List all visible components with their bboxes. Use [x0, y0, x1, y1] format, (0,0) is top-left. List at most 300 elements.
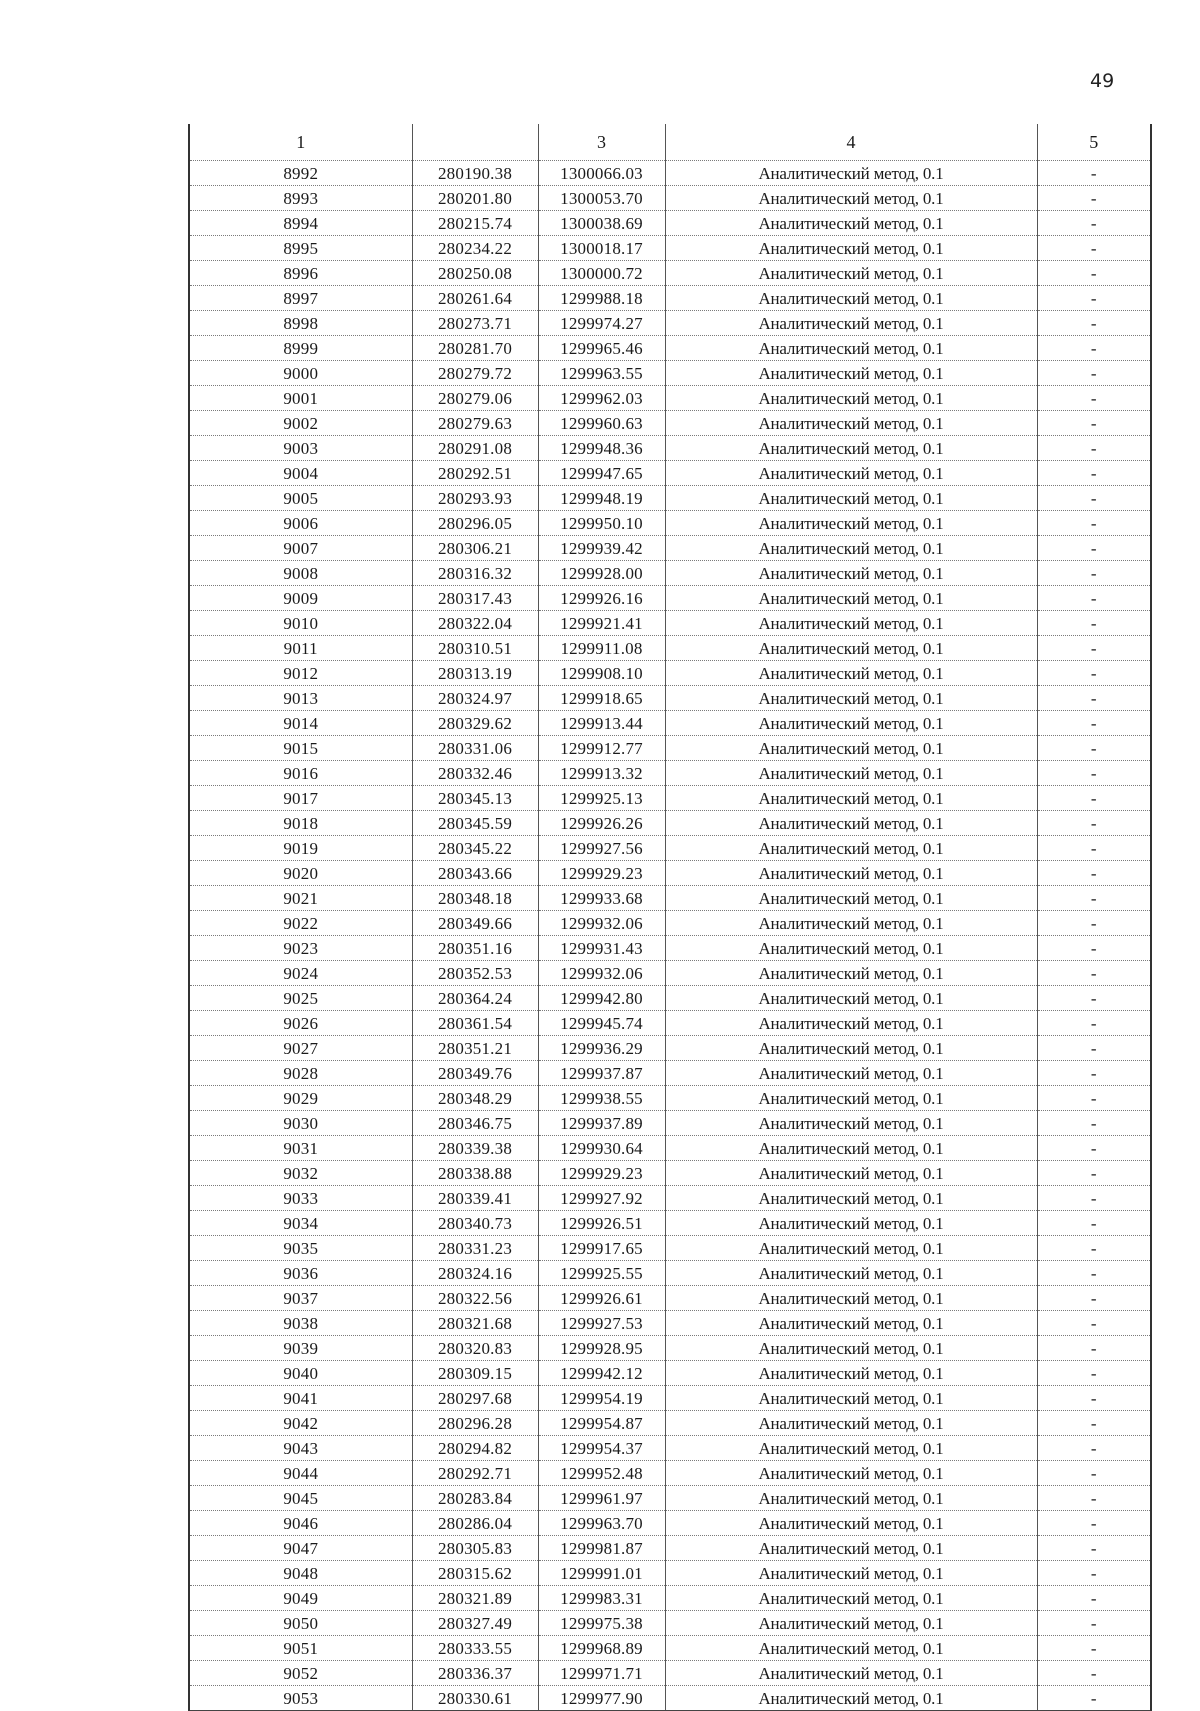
x-coordinate-cell: 280281.70 [412, 336, 538, 361]
y-coordinate-cell: 1299937.89 [538, 1111, 665, 1136]
point-number-cell: 8999 [190, 336, 412, 361]
point-number-cell: 9047 [190, 1536, 412, 1561]
header-col-2 [412, 124, 538, 161]
method-cell: Аналитический метод, 0.1 [665, 611, 1037, 636]
y-coordinate-cell: 1300053.70 [538, 186, 665, 211]
y-coordinate-cell: 1299983.31 [538, 1586, 665, 1611]
table-row [190, 586, 1150, 611]
note-cell: - [1037, 661, 1150, 686]
method-cell: Аналитический метод, 0.1 [665, 536, 1037, 561]
x-coordinate-cell: 280361.54 [412, 1011, 538, 1036]
method-cell: Аналитический метод, 0.1 [665, 286, 1037, 311]
method-cell: Аналитический метод, 0.1 [665, 986, 1037, 1011]
point-number-cell: 9033 [190, 1186, 412, 1211]
note-cell: - [1037, 836, 1150, 861]
x-coordinate-cell: 280315.62 [412, 1561, 538, 1586]
note-cell: - [1037, 536, 1150, 561]
y-coordinate-cell: 1299918.65 [538, 686, 665, 711]
point-number-cell: 9029 [190, 1086, 412, 1111]
table-row [190, 811, 1150, 836]
table-row [190, 1311, 1150, 1336]
table-row [190, 1486, 1150, 1511]
x-coordinate-cell: 280322.04 [412, 611, 538, 636]
header-col-5: 5 [1037, 124, 1150, 161]
point-number-cell: 9024 [190, 961, 412, 986]
point-number-cell: 9051 [190, 1636, 412, 1661]
y-coordinate-cell: 1299991.01 [538, 1561, 665, 1586]
note-cell: - [1037, 1261, 1150, 1286]
y-coordinate-cell: 1299981.87 [538, 1536, 665, 1561]
method-cell: Аналитический метод, 0.1 [665, 1461, 1037, 1486]
table-row [190, 1536, 1150, 1561]
point-number-cell: 9040 [190, 1361, 412, 1386]
table-row [190, 211, 1150, 236]
x-coordinate-cell: 280336.37 [412, 1661, 538, 1686]
x-coordinate-cell: 280261.64 [412, 286, 538, 311]
table-row [190, 961, 1150, 986]
x-coordinate-cell: 280345.59 [412, 811, 538, 836]
note-cell: - [1037, 761, 1150, 786]
note-cell: - [1037, 1011, 1150, 1036]
note-cell: - [1037, 1486, 1150, 1511]
x-coordinate-cell: 280296.05 [412, 511, 538, 536]
note-cell: - [1037, 1661, 1150, 1686]
y-coordinate-cell: 1299936.29 [538, 1036, 665, 1061]
x-coordinate-cell: 280343.66 [412, 861, 538, 886]
y-coordinate-cell: 1299928.95 [538, 1336, 665, 1361]
y-coordinate-cell: 1299932.06 [538, 961, 665, 986]
point-number-cell: 9031 [190, 1136, 412, 1161]
point-number-cell: 9036 [190, 1261, 412, 1286]
note-cell: - [1037, 186, 1150, 211]
x-coordinate-cell: 280324.97 [412, 686, 538, 711]
x-coordinate-cell: 280329.62 [412, 711, 538, 736]
method-cell: Аналитический метод, 0.1 [665, 1161, 1037, 1186]
y-coordinate-cell: 1299968.89 [538, 1636, 665, 1661]
y-coordinate-cell: 1299947.65 [538, 461, 665, 486]
point-number-cell: 8996 [190, 261, 412, 286]
point-number-cell: 8993 [190, 186, 412, 211]
method-cell: Аналитический метод, 0.1 [665, 761, 1037, 786]
x-coordinate-cell: 280333.55 [412, 1636, 538, 1661]
method-cell: Аналитический метод, 0.1 [665, 1486, 1037, 1511]
x-coordinate-cell: 280320.83 [412, 1336, 538, 1361]
table-row [190, 1011, 1150, 1036]
note-cell: - [1037, 1636, 1150, 1661]
table-row [190, 936, 1150, 961]
note-cell: - [1037, 1336, 1150, 1361]
point-number-cell: 9042 [190, 1411, 412, 1436]
method-cell: Аналитический метод, 0.1 [665, 1061, 1037, 1086]
table-row [190, 1286, 1150, 1311]
point-number-cell: 9007 [190, 536, 412, 561]
y-coordinate-cell: 1299931.43 [538, 936, 665, 961]
x-coordinate-cell: 280297.68 [412, 1386, 538, 1411]
x-coordinate-cell: 280322.56 [412, 1286, 538, 1311]
x-coordinate-cell: 280305.83 [412, 1536, 538, 1561]
method-cell: Аналитический метод, 0.1 [665, 1386, 1037, 1411]
point-number-cell: 9048 [190, 1561, 412, 1586]
y-coordinate-cell: 1299954.37 [538, 1436, 665, 1461]
table-body [190, 161, 1150, 1711]
x-coordinate-cell: 280291.08 [412, 436, 538, 461]
note-cell: - [1037, 511, 1150, 536]
x-coordinate-cell: 280292.51 [412, 461, 538, 486]
point-number-cell: 9008 [190, 561, 412, 586]
table-row [190, 1086, 1150, 1111]
x-coordinate-cell: 280316.32 [412, 561, 538, 586]
y-coordinate-cell: 1299921.41 [538, 611, 665, 636]
x-coordinate-cell: 280321.68 [412, 1311, 538, 1336]
note-cell: - [1037, 911, 1150, 936]
method-cell: Аналитический метод, 0.1 [665, 636, 1037, 661]
point-number-cell: 9002 [190, 411, 412, 436]
method-cell: Аналитический метод, 0.1 [665, 936, 1037, 961]
note-cell: - [1037, 1561, 1150, 1586]
note-cell: - [1037, 561, 1150, 586]
note-cell: - [1037, 1586, 1150, 1611]
x-coordinate-cell: 280321.89 [412, 1586, 538, 1611]
x-coordinate-cell: 280279.63 [412, 411, 538, 436]
method-cell: Аналитический метод, 0.1 [665, 736, 1037, 761]
note-cell: - [1037, 1436, 1150, 1461]
method-cell: Аналитический метод, 0.1 [665, 1036, 1037, 1061]
point-number-cell: 9044 [190, 1461, 412, 1486]
point-number-cell: 8998 [190, 311, 412, 336]
table-row [190, 711, 1150, 736]
method-cell: Аналитический метод, 0.1 [665, 1186, 1037, 1211]
point-number-cell: 9000 [190, 361, 412, 386]
point-number-cell: 9012 [190, 661, 412, 686]
note-cell: - [1037, 1136, 1150, 1161]
point-number-cell: 9018 [190, 811, 412, 836]
x-coordinate-cell: 280190.38 [412, 161, 538, 186]
note-cell: - [1037, 1286, 1150, 1311]
note-cell: - [1037, 386, 1150, 411]
x-coordinate-cell: 280201.80 [412, 186, 538, 211]
x-coordinate-cell: 280293.93 [412, 486, 538, 511]
y-coordinate-cell: 1299939.42 [538, 536, 665, 561]
y-coordinate-cell: 1299925.55 [538, 1261, 665, 1286]
point-number-cell: 9010 [190, 611, 412, 636]
note-cell: - [1037, 411, 1150, 436]
x-coordinate-cell: 280215.74 [412, 211, 538, 236]
y-coordinate-cell: 1299965.46 [538, 336, 665, 361]
note-cell: - [1037, 1386, 1150, 1411]
header-col-1: 1 [190, 124, 412, 161]
method-cell: Аналитический метод, 0.1 [665, 1586, 1037, 1611]
method-cell: Аналитический метод, 0.1 [665, 1686, 1037, 1711]
coordinates-sheet [188, 124, 1152, 1711]
y-coordinate-cell: 1299913.44 [538, 711, 665, 736]
table-row [190, 411, 1150, 436]
table-row [190, 1686, 1150, 1711]
x-coordinate-cell: 280279.72 [412, 361, 538, 386]
table-row [190, 1236, 1150, 1261]
x-coordinate-cell: 280349.76 [412, 1061, 538, 1086]
y-coordinate-cell: 1299960.63 [538, 411, 665, 436]
method-cell: Аналитический метод, 0.1 [665, 211, 1037, 236]
note-cell: - [1037, 361, 1150, 386]
y-coordinate-cell: 1299945.74 [538, 1011, 665, 1036]
table-row [190, 1511, 1150, 1536]
method-cell: Аналитический метод, 0.1 [665, 861, 1037, 886]
table-row [190, 886, 1150, 911]
method-cell: Аналитический метод, 0.1 [665, 186, 1037, 211]
y-coordinate-cell: 1300018.17 [538, 236, 665, 261]
note-cell: - [1037, 1061, 1150, 1086]
table-header-row [190, 124, 1150, 161]
table-row [190, 986, 1150, 1011]
point-number-cell: 9021 [190, 886, 412, 911]
method-cell: Аналитический метод, 0.1 [665, 1236, 1037, 1261]
point-number-cell: 9005 [190, 486, 412, 511]
table-row [190, 1161, 1150, 1186]
x-coordinate-cell: 280338.88 [412, 1161, 538, 1186]
note-cell: - [1037, 786, 1150, 811]
note-cell: - [1037, 1361, 1150, 1386]
note-cell: - [1037, 1536, 1150, 1561]
y-coordinate-cell: 1299928.00 [538, 561, 665, 586]
x-coordinate-cell: 280332.46 [412, 761, 538, 786]
x-coordinate-cell: 280346.75 [412, 1111, 538, 1136]
point-number-cell: 9050 [190, 1611, 412, 1636]
x-coordinate-cell: 280317.43 [412, 586, 538, 611]
note-cell: - [1037, 461, 1150, 486]
method-cell: Аналитический метод, 0.1 [665, 511, 1037, 536]
y-coordinate-cell: 1299930.64 [538, 1136, 665, 1161]
y-coordinate-cell: 1299952.48 [538, 1461, 665, 1486]
table-row [190, 261, 1150, 286]
x-coordinate-cell: 280296.28 [412, 1411, 538, 1436]
point-number-cell: 9009 [190, 586, 412, 611]
method-cell: Аналитический метод, 0.1 [665, 1211, 1037, 1236]
table-row [190, 761, 1150, 786]
x-coordinate-cell: 280234.22 [412, 236, 538, 261]
table-row [190, 186, 1150, 211]
table-row [190, 436, 1150, 461]
table-row [190, 1586, 1150, 1611]
method-cell: Аналитический метод, 0.1 [665, 1611, 1037, 1636]
note-cell: - [1037, 1611, 1150, 1636]
method-cell: Аналитический метод, 0.1 [665, 911, 1037, 936]
table-row [190, 1061, 1150, 1086]
y-coordinate-cell: 1300038.69 [538, 211, 665, 236]
y-coordinate-cell: 1300000.72 [538, 261, 665, 286]
method-cell: Аналитический метод, 0.1 [665, 1361, 1037, 1386]
point-number-cell: 9004 [190, 461, 412, 486]
y-coordinate-cell: 1299912.77 [538, 736, 665, 761]
table-row [190, 1386, 1150, 1411]
x-coordinate-cell: 280339.38 [412, 1136, 538, 1161]
method-cell: Аналитический метод, 0.1 [665, 1511, 1037, 1536]
table-row [190, 536, 1150, 561]
method-cell: Аналитический метод, 0.1 [665, 661, 1037, 686]
note-cell: - [1037, 886, 1150, 911]
y-coordinate-cell: 1299925.13 [538, 786, 665, 811]
note-cell: - [1037, 1211, 1150, 1236]
method-cell: Аналитический метод, 0.1 [665, 336, 1037, 361]
point-number-cell: 9019 [190, 836, 412, 861]
method-cell: Аналитический метод, 0.1 [665, 836, 1037, 861]
note-cell: - [1037, 1086, 1150, 1111]
y-coordinate-cell: 1299911.08 [538, 636, 665, 661]
note-cell: - [1037, 1186, 1150, 1211]
x-coordinate-cell: 280339.41 [412, 1186, 538, 1211]
note-cell: - [1037, 1411, 1150, 1436]
method-cell: Аналитический метод, 0.1 [665, 1661, 1037, 1686]
method-cell: Аналитический метод, 0.1 [665, 161, 1037, 186]
point-number-cell: 9038 [190, 1311, 412, 1336]
y-coordinate-cell: 1299971.71 [538, 1661, 665, 1686]
y-coordinate-cell: 1299975.38 [538, 1611, 665, 1636]
table-row [190, 236, 1150, 261]
point-number-cell: 9052 [190, 1661, 412, 1686]
point-number-cell: 9041 [190, 1386, 412, 1411]
table-row [190, 1636, 1150, 1661]
point-number-cell: 9001 [190, 386, 412, 411]
note-cell: - [1037, 236, 1150, 261]
point-number-cell: 9025 [190, 986, 412, 1011]
method-cell: Аналитический метод, 0.1 [665, 1636, 1037, 1661]
x-coordinate-cell: 280345.22 [412, 836, 538, 861]
y-coordinate-cell: 1299926.61 [538, 1286, 665, 1311]
x-coordinate-cell: 280286.04 [412, 1511, 538, 1536]
table-row [190, 1186, 1150, 1211]
y-coordinate-cell: 1299961.97 [538, 1486, 665, 1511]
table-row [190, 1436, 1150, 1461]
y-coordinate-cell: 1299917.65 [538, 1236, 665, 1261]
x-coordinate-cell: 280310.51 [412, 636, 538, 661]
method-cell: Аналитический метод, 0.1 [665, 811, 1037, 836]
method-cell: Аналитический метод, 0.1 [665, 361, 1037, 386]
point-number-cell: 9049 [190, 1586, 412, 1611]
table-row [190, 1136, 1150, 1161]
table-row [190, 736, 1150, 761]
point-number-cell: 8994 [190, 211, 412, 236]
y-coordinate-cell: 1299926.16 [538, 586, 665, 611]
y-coordinate-cell: 1299927.92 [538, 1186, 665, 1211]
note-cell: - [1037, 161, 1150, 186]
method-cell: Аналитический метод, 0.1 [665, 561, 1037, 586]
y-coordinate-cell: 1299932.06 [538, 911, 665, 936]
table-row [190, 611, 1150, 636]
point-number-cell: 8997 [190, 286, 412, 311]
table-row [190, 1361, 1150, 1386]
table-row [190, 1211, 1150, 1236]
y-coordinate-cell: 1299954.87 [538, 1411, 665, 1436]
note-cell: - [1037, 711, 1150, 736]
y-coordinate-cell: 1299908.10 [538, 661, 665, 686]
table-row [190, 911, 1150, 936]
table-row [190, 1036, 1150, 1061]
y-coordinate-cell: 1299927.56 [538, 836, 665, 861]
point-number-cell: 9037 [190, 1286, 412, 1311]
table-row [190, 836, 1150, 861]
note-cell: - [1037, 1461, 1150, 1486]
header-col-3: 3 [538, 124, 665, 161]
point-number-cell: 9034 [190, 1211, 412, 1236]
point-number-cell: 9015 [190, 736, 412, 761]
point-number-cell: 9016 [190, 761, 412, 786]
point-number-cell: 9027 [190, 1036, 412, 1061]
note-cell: - [1037, 486, 1150, 511]
note-cell: - [1037, 636, 1150, 661]
x-coordinate-cell: 280364.24 [412, 986, 538, 1011]
note-cell: - [1037, 936, 1150, 961]
method-cell: Аналитический метод, 0.1 [665, 386, 1037, 411]
table-row [190, 361, 1150, 386]
method-cell: Аналитический метод, 0.1 [665, 1286, 1037, 1311]
x-coordinate-cell: 280352.53 [412, 961, 538, 986]
y-coordinate-cell: 1299963.70 [538, 1511, 665, 1536]
y-coordinate-cell: 1299948.19 [538, 486, 665, 511]
point-number-cell: 9028 [190, 1061, 412, 1086]
method-cell: Аналитический метод, 0.1 [665, 1086, 1037, 1111]
note-cell: - [1037, 1036, 1150, 1061]
point-number-cell: 9022 [190, 911, 412, 936]
note-cell: - [1037, 811, 1150, 836]
x-coordinate-cell: 280273.71 [412, 311, 538, 336]
method-cell: Аналитический метод, 0.1 [665, 686, 1037, 711]
x-coordinate-cell: 280351.16 [412, 936, 538, 961]
note-cell: - [1037, 586, 1150, 611]
note-cell: - [1037, 611, 1150, 636]
method-cell: Аналитический метод, 0.1 [665, 1311, 1037, 1336]
x-coordinate-cell: 280250.08 [412, 261, 538, 286]
point-number-cell: 8992 [190, 161, 412, 186]
point-number-cell: 9032 [190, 1161, 412, 1186]
y-coordinate-cell: 1299929.23 [538, 861, 665, 886]
y-coordinate-cell: 1299929.23 [538, 1161, 665, 1186]
x-coordinate-cell: 280349.66 [412, 911, 538, 936]
note-cell: - [1037, 986, 1150, 1011]
table-row [190, 1111, 1150, 1136]
method-cell: Аналитический метод, 0.1 [665, 486, 1037, 511]
x-coordinate-cell: 280324.16 [412, 1261, 538, 1286]
method-cell: Аналитический метод, 0.1 [665, 1336, 1037, 1361]
note-cell: - [1037, 1511, 1150, 1536]
note-cell: - [1037, 336, 1150, 361]
y-coordinate-cell: 1299933.68 [538, 886, 665, 911]
note-cell: - [1037, 436, 1150, 461]
table-row [190, 1461, 1150, 1486]
x-coordinate-cell: 280294.82 [412, 1436, 538, 1461]
x-coordinate-cell: 280306.21 [412, 536, 538, 561]
table-row [190, 1561, 1150, 1586]
y-coordinate-cell: 1299950.10 [538, 511, 665, 536]
y-coordinate-cell: 1299942.12 [538, 1361, 665, 1386]
point-number-cell: 9045 [190, 1486, 412, 1511]
y-coordinate-cell: 1299948.36 [538, 436, 665, 461]
note-cell: - [1037, 286, 1150, 311]
note-cell: - [1037, 686, 1150, 711]
method-cell: Аналитический метод, 0.1 [665, 1536, 1037, 1561]
method-cell: Аналитический метод, 0.1 [665, 261, 1037, 286]
table-row [190, 561, 1150, 586]
x-coordinate-cell: 280330.61 [412, 1686, 538, 1711]
y-coordinate-cell: 1299962.03 [538, 386, 665, 411]
x-coordinate-cell: 280279.06 [412, 386, 538, 411]
method-cell: Аналитический метод, 0.1 [665, 1136, 1037, 1161]
y-coordinate-cell: 1299937.87 [538, 1061, 665, 1086]
method-cell: Аналитический метод, 0.1 [665, 961, 1037, 986]
x-coordinate-cell: 280345.13 [412, 786, 538, 811]
y-coordinate-cell: 1299926.51 [538, 1211, 665, 1236]
table-row [190, 686, 1150, 711]
point-number-cell: 9003 [190, 436, 412, 461]
point-number-cell: 9014 [190, 711, 412, 736]
